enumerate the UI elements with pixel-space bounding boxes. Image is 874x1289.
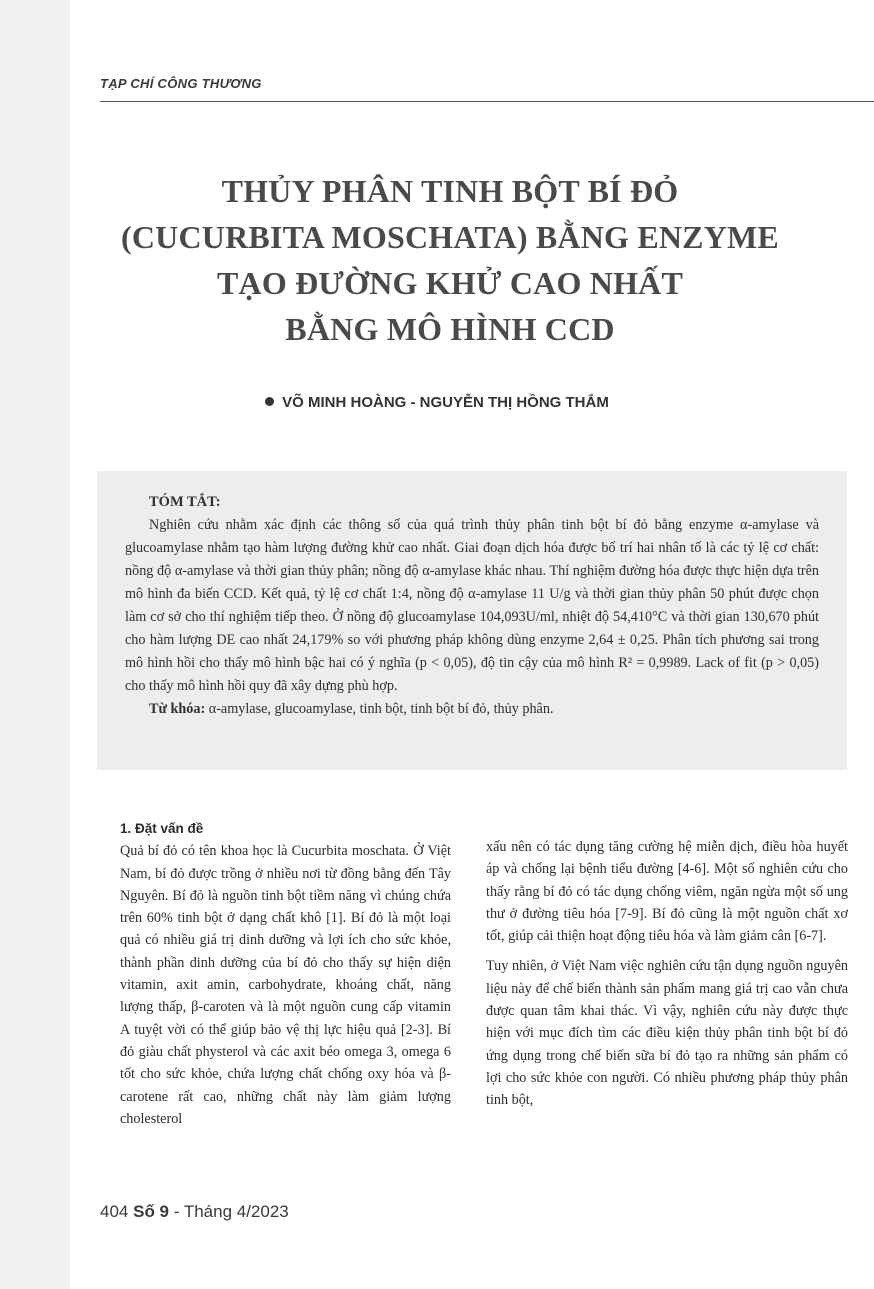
page-margin-strip [0, 0, 70, 1289]
journal-name: TẠP CHÍ CÔNG THƯƠNG [100, 76, 262, 91]
abstract-content [125, 491, 819, 721]
title-line-1: THỦY PHÂN TINH BỘT BÍ ĐỎ [221, 173, 679, 209]
abstract-text: Nghiên cứu nhằm xác định các thông số của quá trình thủy phân tinh bột bí đỏ bằng enzyme α-amylase và glucoamylase nhằm tạo hàm lượng đường khử cao nhất. Giai đoạn dịch hóa được bố trí hai nhân tố là các tỷ lệ cơ chất: nồng độ α-amylase và thời gian thủy phân; nồng độ α-amylase khác nhau. Thí nghiệm đường hóa được thực hiện dựa trên mô hình đa biến CCD. Kết quả, tỷ lệ cơ chất 1:4, nồng độ α-amylase 11 U/g và thời gian thủy phân 50 phút được chọn làm cơ sở cho thí nghiệm tiếp theo. Ở nồng độ glucoamylase 104,093U/ml, nhiệt độ 54,410°C và thời gian 130,670 phút cho hàm lượng DE cao nhất 24,179% so với phương pháp không dùng enzyme 2,64 ± 0,25. Phân tích phương sai trong mô hình hồi cho thấy mô hình bậc hai có ý nghĩa (p < 0,05), độ tin cậy của mô hình R² = 0,9989. Lack of fit (p > 0,05) cho thấy mô hình hồi quy đã xây dựng phù hợp. [125, 517, 819, 694]
keywords-label: Từ khóa: [149, 701, 206, 717]
article-title [90, 168, 810, 352]
page-footer [100, 1202, 289, 1222]
issue-number: Số 9 [133, 1202, 170, 1221]
authors-line [0, 394, 874, 411]
right-paragraph-1: xấu nên có tác dụng tăng cường hệ miễn dịch, điều hòa huyết áp và chống lại bệnh tiểu đường [4-6]. Một số nghiên cứu cho thấy rằng bí đỏ có tác dụng chống viêm, ngăn ngừa một số ung thư ở đường tiêu hóa [7-9]. Bí đỏ cũng là một nguồn chất xơ tốt, giúp cải thiện hoạt động tiêu hóa và làm giảm cân [6-7]. [486, 839, 848, 945]
header-rule [100, 101, 874, 102]
authors: VÕ MINH HOÀNG - NGUYỄN THỊ HỒNG THẮM [282, 394, 609, 411]
abstract-heading: TÓM TẮT: [149, 494, 221, 510]
issue-date: - Tháng 4/2023 [169, 1202, 289, 1221]
title-line-2: (CUCURBITA MOSCHATA) BẰNG ENZYME [121, 219, 779, 255]
bullet-icon [265, 397, 274, 406]
keywords [125, 698, 819, 721]
keywords-list: α-amylase, glucoamylase, tinh bột, tinh bột bí đỏ, thủy phân. [205, 701, 554, 717]
abstract-box [97, 471, 847, 770]
title-line-3: TẠO ĐƯỜNG KHỬ CAO NHẤT [216, 265, 684, 301]
right-paragraph-2: Tuy nhiên, ở Việt Nam việc nghiên cứu tận dụng nguồn nguyên liệu này để chế biến thành sản phẩm mang giá trị cao vẫn chưa được quan tâm khai thác. Vì vậy, nghiên cứu này được thực hiện với mục đích tìm các điều kiện thủy phân tinh bột bí đỏ ứng dụng trong chế biến sữa bí đỏ tạo ra những sản phẩm có lợi cho sức khỏe con người. Có nhiều phương pháp thủy phân tinh bột, [486, 958, 848, 1109]
section-heading: 1. Đặt vấn đề [120, 821, 204, 836]
left-column [120, 818, 451, 1130]
right-column [486, 836, 848, 1112]
title-line-4: BẰNG MÔ HÌNH CCD [285, 311, 615, 347]
left-paragraph: Quả bí đỏ có tên khoa học là Cucurbita moschata. Ở Việt Nam, bí đỏ được trồng ở nhiều nơi từ đồng bằng đến Tây Nguyên. Bí đỏ là nguồn tinh bột tiềm năng vì chúng chứa trên 60% tinh bột ở dạng chất khô [1]. Bí đỏ là một loại quả có nhiều giá trị dinh dưỡng và lợi ích cho sức khỏe, thành phần dinh dưỡng của bí đỏ cho thấy sự hiện diện vitamin, axit amin, carbohydrate, khoáng chất, năng lượng thấp, β-caroten và là một nguồn cung cấp vitamin A tuyệt vời có thể giúp bảo vệ thị lực hiệu quả [2-3]. Bí đỏ giàu chất physterol và các axit béo omega 3, omega 6 tốt cho sức khỏe, chứa lượng chất chống oxy hóa và β-carotene rất cao, những chất này làm giảm lượng cholesterol [120, 843, 451, 1127]
page-number: 404 [100, 1202, 129, 1221]
